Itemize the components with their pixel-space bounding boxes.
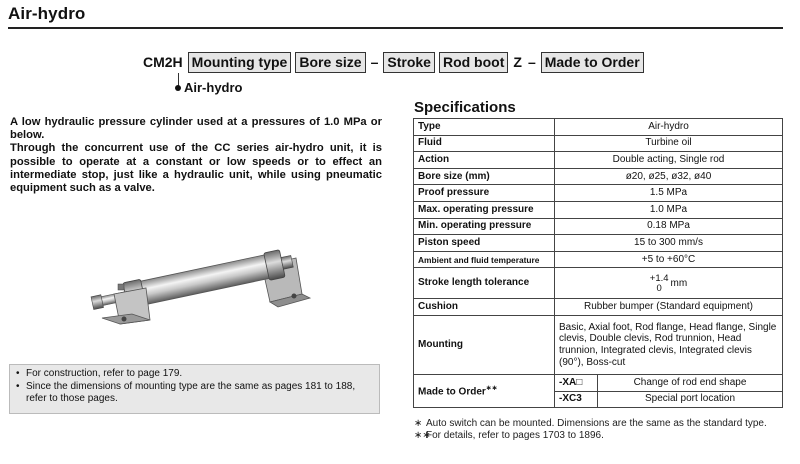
spec-key: Ambient and fluid temperature (414, 251, 555, 268)
spec-key: Min. operating pressure (414, 218, 555, 235)
footnote-mark: ∗∗ (485, 385, 498, 393)
page-title: Air-hydro (8, 4, 86, 23)
spec-key: Action (414, 152, 555, 169)
footnote-item (414, 430, 784, 442)
spec-value: Air-hydro (555, 119, 783, 136)
code-dash: – (527, 54, 536, 70)
spec-value: 1.5 MPa (555, 185, 783, 202)
footnote-mark: ∗∗ (414, 429, 431, 441)
code-label: Air-hydro (184, 80, 243, 95)
spec-value: Rubber bumper (Standard equipment) (555, 299, 783, 316)
table-row (414, 185, 783, 202)
spec-value-stroke-tolerance (555, 268, 783, 299)
code-leader-dot (175, 85, 181, 91)
spec-key: Stroke length tolerance (414, 268, 555, 299)
spec-key: Bore size (mm) (414, 168, 555, 185)
footnote-item (414, 418, 784, 430)
spec-value: 15 to 300 mm/s (555, 235, 783, 252)
table-row (414, 315, 783, 374)
tolerance-unit: mm (670, 277, 688, 289)
code-field-mounting-type: Mounting type (188, 52, 292, 73)
code-field-bore-size: Bore size (295, 52, 365, 73)
code-field-made-to-order: Made to Order (541, 52, 644, 73)
specifications-table (413, 118, 783, 408)
table-row (414, 135, 783, 152)
description-paragraph: Through the concurrent use of the CC series air-hydro unit, it is possible to operate at a constant or low speeds or to effect an intermediate stop, just like a hydraulic unit, while using pneumatic equipment such as a valve. (10, 142, 382, 195)
table-row (414, 299, 783, 316)
spec-key: Fluid (414, 135, 555, 152)
title-rule (8, 27, 783, 29)
spec-value: ø20, ø25, ø32, ø40 (555, 168, 783, 185)
spec-key: Proof pressure (414, 185, 555, 202)
description-paragraph: A low hydraulic pressure cylinder used at a pressures of 1.0 MPa or below. (10, 116, 382, 142)
code-field-rod-boot: Rod boot (439, 52, 508, 73)
spec-value: Turbine oil (555, 135, 783, 152)
table-row (414, 235, 783, 252)
mto-desc: Change of rod end shape (598, 374, 783, 391)
model-prefix: CM2H (143, 54, 183, 70)
note-text: Since the dimensions of mounting type are the same as pages 181 to 188, refer to those pages. (26, 380, 356, 404)
spec-value: 0.18 MPa (555, 218, 783, 235)
spec-key: Type (414, 119, 555, 136)
table-row (414, 251, 783, 268)
mto-code: -XA□ (555, 374, 598, 391)
footnote-text: Auto switch can be mounted. Dimensions are the same as the standard type. (426, 418, 767, 429)
table-row (414, 218, 783, 235)
note-item: • For construction, refer to page 179. (16, 368, 183, 379)
table-row (414, 201, 783, 218)
notes-box (9, 364, 380, 414)
table-row (414, 374, 783, 391)
spec-key: Piston speed (414, 235, 555, 252)
mto-desc: Special port location (598, 391, 783, 408)
spec-key: Mounting (414, 315, 555, 374)
mto-code: -XC3 (555, 391, 598, 408)
note-text: For construction, refer to page 179. (26, 368, 183, 379)
table-row (414, 119, 783, 136)
footnotes (414, 418, 784, 441)
code-z: Z (513, 54, 522, 70)
spec-key: Max. operating pressure (414, 201, 555, 218)
tolerance-minus: 0 (656, 282, 662, 294)
table-row (414, 268, 783, 299)
spec-value: 1.0 MPa (555, 201, 783, 218)
model-code (140, 51, 646, 73)
cylinder-photo (84, 228, 324, 328)
code-field-stroke: Stroke (383, 52, 435, 73)
footnote-text: For details, refer to pages 1703 to 1896. (426, 429, 604, 441)
table-row (414, 168, 783, 185)
code-dash: – (370, 54, 379, 70)
note-item: • Since the dimensions of mounting type are the same as pages 181 to 188, refer to those pages. (16, 381, 373, 406)
spec-key-made-to-order (414, 374, 555, 407)
spec-value-mounting: Basic, Axial foot, Rod flange, Head flange, Single clevis, Double clevis, Rod trunnion, Head trunnion, Integrated clevis, Integrated clevis (90°), Boss-cut (555, 315, 783, 374)
spec-key: Cushion (414, 299, 555, 316)
table-row (414, 152, 783, 169)
spec-key: Made to Order (418, 386, 486, 398)
spec-value: Double acting, Single rod (555, 152, 783, 169)
footnote-mark: ∗ (414, 418, 423, 429)
spec-value: +5 to +60°C (555, 251, 783, 268)
description (10, 116, 382, 195)
specifications-title: Specifications (414, 99, 516, 116)
tolerance-plus: +1.4 (649, 272, 669, 284)
